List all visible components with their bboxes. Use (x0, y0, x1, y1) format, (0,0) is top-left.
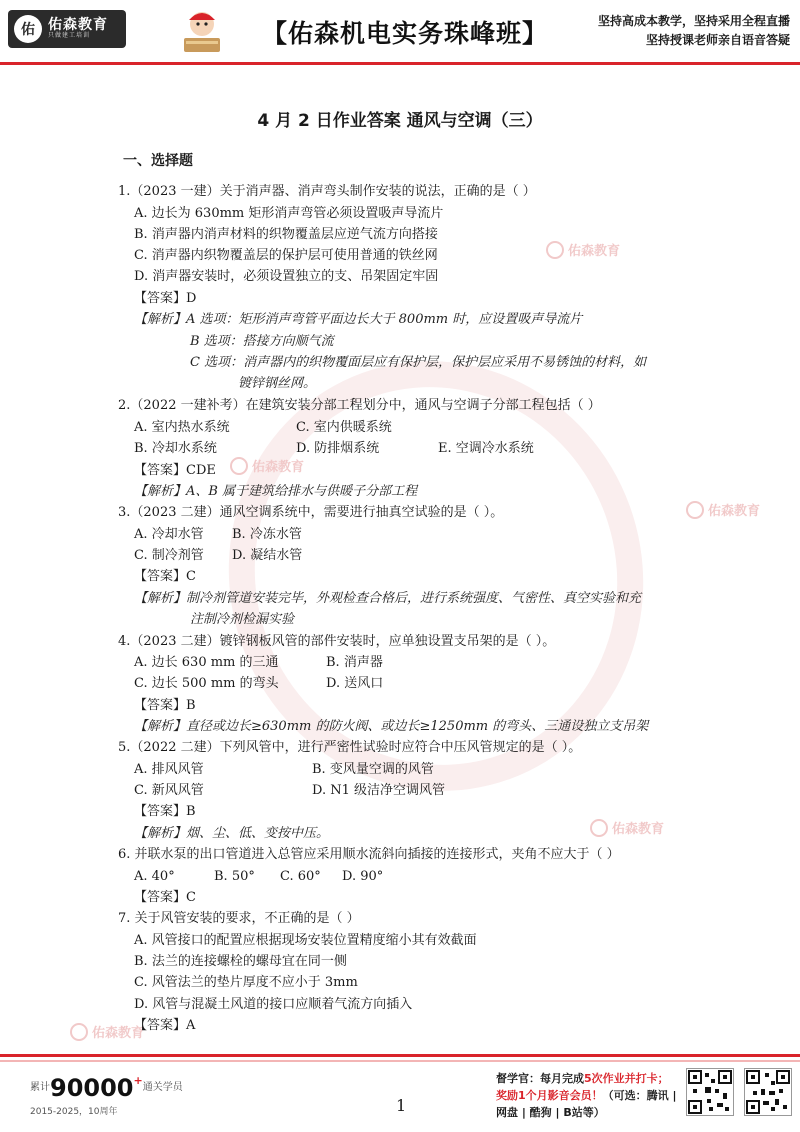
watermark-logo-icon (230, 457, 248, 475)
document-title: 4 月 2 日作业答案 通风与空调（三） (257, 111, 543, 131)
brand-logo (8, 10, 126, 48)
analysis-text: 【解析】烟、尘、低、变按中压。 (134, 826, 330, 841)
question-option: B. 消声器 (326, 655, 383, 670)
answer: 【答案】CDE (134, 463, 216, 478)
header-slogan-2: 坚持授课老师亲自语音答疑 (645, 33, 790, 47)
section-heading: 一、选择题 (123, 153, 193, 169)
question-option: D. N1 级洁净空调风管 (312, 783, 446, 798)
question-option: D. 凝结水管 (232, 548, 303, 563)
question-option: D. 90° (342, 869, 384, 884)
count-unit: 通关学员 (142, 1082, 183, 1093)
question-option: D. 消声器安装时，必须设置独立的支、吊架固定牢固 (134, 269, 439, 284)
question-option: A. 40° (134, 869, 175, 884)
count-number: 90000 (50, 1074, 134, 1102)
question-option: A. 排风风管 (134, 762, 204, 777)
watermark: 佑森教育 (546, 240, 620, 259)
answer: 【答案】C (134, 569, 196, 584)
promo-line2-b: （可选：腾讯 | (602, 1089, 677, 1102)
question-option: A. 室内热水系统 (134, 420, 230, 435)
question-option: C. 60° (280, 869, 321, 884)
question-stem: 7. 关于风管安装的要求，不正确的是（ ） (118, 911, 360, 926)
footer-stripe (0, 1060, 800, 1062)
logo-text (48, 18, 108, 40)
watermark: 佑森教育 (590, 818, 664, 837)
question-option: C. 风管法兰的垫片厚度不应小于 3mm (134, 975, 358, 990)
qr-code-icon[interactable] (686, 1068, 734, 1116)
analysis-text: 【解析】A 选项：矩形消声弯管平面边长大于 800mm 时，应设置吸声导流片 (134, 312, 583, 327)
header-title: 【佑森机电实务珠峰班】 (262, 19, 549, 48)
question-option: C. 制冷剂管 (134, 548, 204, 563)
mascot-icon (176, 8, 228, 56)
question-option: A. 风管接口的配置应根据现场安装位置精度缩小其有效截面 (134, 933, 477, 948)
student-count (30, 1074, 183, 1102)
logo-mark-icon: 佑 (14, 15, 42, 43)
watermark-logo-icon (546, 241, 564, 259)
question-stem: 3.（2023 二建）通风空调系统中，需要进行抽真空试验的是（ ）。 (118, 505, 504, 520)
page-header (0, 0, 800, 62)
page-number: 1 (396, 1096, 407, 1115)
question-option: E. 空调冷水系统 (438, 441, 534, 456)
question-option: B. 变风量空调的风管 (312, 762, 434, 777)
answer: 【答案】A (134, 1018, 196, 1033)
question-option: D. 防排烟系统 (296, 441, 380, 456)
promo-line1-a: 督学官：每月完成 (496, 1072, 584, 1085)
analysis-text: 【解析】制冷剂管道安装完毕，外观检查合格后，进行系统强度、气密性、真空实验和充 (134, 591, 642, 606)
promo-line3: 网盘 | 酷狗 | B站等） (496, 1106, 605, 1119)
promo-line1-b: 5次作业并打卡； (584, 1072, 669, 1085)
promo-line2-a: 奖励1个月影音会员！ (496, 1089, 603, 1102)
header-divider (0, 62, 800, 65)
question-option: B. 法兰的连接螺栓的螺母宜在同一侧 (134, 954, 347, 969)
question-stem: 4.（2023 二建）镀锌钢板风管的部件安装时，应单独设置支吊架的是（ ）。 (118, 634, 556, 649)
question-option: D. 送风口 (326, 676, 384, 691)
answer: 【答案】B (134, 698, 196, 713)
question-option: C. 边长 500 mm 的弯头 (134, 676, 279, 691)
question-stem: 1.（2023 一建）关于消声器、消声弯头制作安装的说法，正确的是（ ） (118, 184, 536, 199)
watermark: 佑森教育 (686, 500, 760, 519)
count-label: 累计 (30, 1082, 50, 1093)
footer-divider (0, 1054, 800, 1057)
answer: 【答案】B (134, 804, 196, 819)
promo-text (496, 1070, 684, 1121)
analysis-text: C 选项：消声器内的织物覆面层应有保护层，保护层应采用不易锈蚀的材料，如 (190, 355, 647, 370)
logo-slogan: 只做建工培训 (48, 32, 91, 40)
analysis-text: 镀锌钢丝网。 (238, 376, 317, 391)
answer: 【答案】D (134, 291, 197, 306)
analysis-text: 【解析】直径或边长≥630mm 的防火阀、或边长≥1250mm 的弯头、三通设独立支吊架 (134, 719, 649, 734)
question-option: A. 冷却水管 (134, 527, 204, 542)
question-stem: 6. 并联水泵的出口管道进入总管应采用顺水流斜向插接的连接形式，夹角不应大于（ ） (118, 847, 620, 862)
analysis-text: 【解析】A、B 属于建筑给排水与供暖子分部工程 (134, 484, 418, 499)
question-option: A. 边长为 630mm 矩形消声弯管必须设置吸声导流片 (134, 206, 444, 221)
watermark-logo-icon (686, 501, 704, 519)
answer: 【答案】C (134, 890, 196, 905)
question-option: B. 冷却水系统 (134, 441, 217, 456)
question-option: D. 风管与混凝土风道的接口应顺着气流方向插入 (134, 997, 413, 1012)
watermark-logo-icon (590, 819, 608, 837)
watermark: 佑森教育 (70, 1022, 144, 1041)
anniversary-text: 2015-2025，10周年 (30, 1107, 118, 1117)
qr-code-icon[interactable] (744, 1068, 792, 1116)
question-option: B. 50° (214, 869, 255, 884)
logo-name: 佑森教育 (48, 17, 108, 33)
header-slogans (598, 12, 790, 50)
question-option: C. 室内供暖系统 (296, 420, 392, 435)
watermark: 佑森教育 (230, 456, 304, 475)
question-option: C. 新风风管 (134, 783, 204, 798)
analysis-text: B 选项：搭接方向顺气流 (190, 334, 334, 349)
header-slogan-1: 坚持高成本教学，坚持采用全程直播 (597, 14, 790, 28)
count-plus: + (133, 1074, 143, 1087)
watermark-logo-icon (70, 1023, 88, 1041)
question-stem: 2.（2022 一建补考）在建筑安装分部工程划分中，通风与空调子分部工程包括（ ） (118, 398, 601, 413)
question-option: B. 冷冻水管 (232, 527, 302, 542)
question-option: B. 消声器内消声材料的织物覆盖层应逆气流方向搭接 (134, 227, 438, 242)
question-stem: 5.（2022 二建）下列风管中，进行严密性试验时应符合中压风管规定的是（ ）。 (118, 740, 582, 755)
question-option: C. 消声器内织物覆盖层的保护层可使用普通的铁丝网 (134, 248, 438, 263)
question-option: A. 边长 630 mm 的三通 (134, 655, 279, 670)
analysis-text: 注制冷剂检漏实验 (190, 612, 295, 627)
